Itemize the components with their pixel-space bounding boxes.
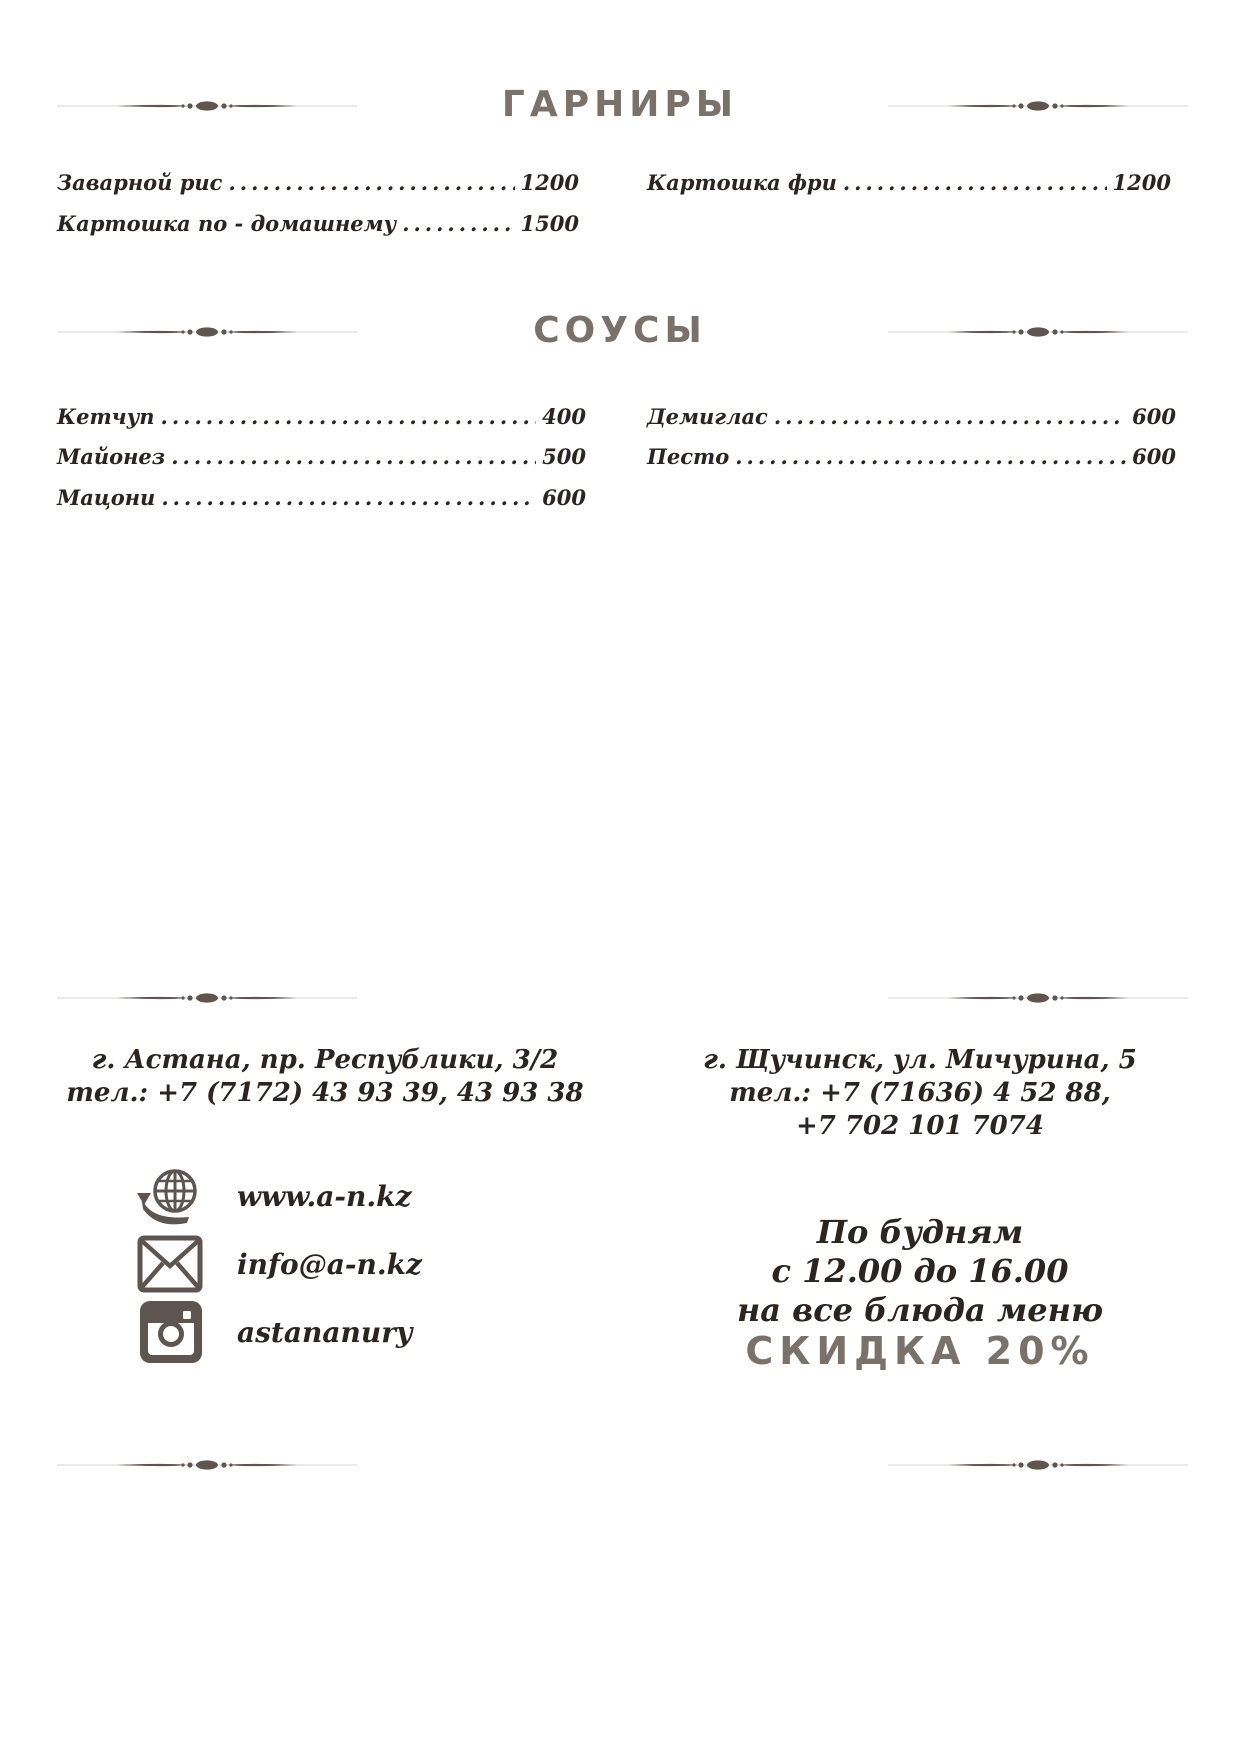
- instagram-contact[interactable]: [137, 1301, 412, 1363]
- dot-leader: [161, 404, 537, 429]
- address-line: г. Щучинск, ул. Мичурина, 5: [703, 1045, 1137, 1075]
- menu-item-price: 1200: [1112, 170, 1171, 195]
- dot-leader: [228, 170, 514, 195]
- menu-item: [57, 170, 579, 195]
- section-title-garnishes: ГАРНИРЫ: [501, 84, 739, 125]
- menu-item-price: 1200: [520, 170, 579, 195]
- envelope-icon: [137, 1233, 203, 1295]
- ornament-divider: [888, 99, 1188, 113]
- dot-leader: [402, 211, 514, 236]
- menu-item-price: 600: [1132, 444, 1176, 469]
- email-link[interactable]: info@a-n.kz: [237, 1247, 422, 1281]
- menu-item: [57, 485, 586, 510]
- menu-item-name: Картошка по - домашнему: [57, 211, 397, 236]
- phone-line: тел.: +7 (71636) 4 52 88,: [729, 1078, 1111, 1108]
- ornament-divider: [57, 991, 357, 1005]
- promo-line: с 12.00 до 16.00: [771, 1252, 1069, 1290]
- address-astana: [60, 1044, 590, 1110]
- ornament-divider: [888, 1458, 1188, 1472]
- menu-item: [647, 444, 1176, 469]
- dot-leader: [774, 404, 1126, 429]
- website-contact[interactable]: [137, 1165, 411, 1227]
- menu-item: [57, 211, 579, 236]
- discount-label: СКИДКА 20%: [745, 1329, 1095, 1373]
- menu-item: [647, 404, 1176, 429]
- ornament-divider: [888, 991, 1188, 1005]
- menu-item-price: 400: [542, 404, 586, 429]
- phone-line: +7 702 101 7074: [796, 1111, 1044, 1141]
- dot-leader: [161, 485, 536, 510]
- email-contact[interactable]: [137, 1233, 422, 1295]
- menu-item-name: Картошка фри: [647, 170, 837, 195]
- globe-icon: [137, 1165, 203, 1227]
- menu-item-name: Кетчуп: [57, 404, 155, 429]
- section-title-sauces: СОУСЫ: [533, 310, 707, 351]
- instagram-icon: [137, 1301, 203, 1363]
- dot-leader: [171, 444, 536, 469]
- dot-leader: [843, 170, 1107, 195]
- menu-item-name: Мацони: [57, 485, 156, 510]
- promo-block: [700, 1213, 1140, 1371]
- menu-item-price: 1500: [520, 211, 579, 236]
- promo-line: на все блюда меню: [736, 1291, 1104, 1329]
- menu-item-price: 600: [1132, 404, 1176, 429]
- dot-leader: [735, 444, 1126, 469]
- instagram-handle[interactable]: astananury: [237, 1315, 413, 1349]
- menu-item: [57, 404, 586, 429]
- menu-item: [57, 444, 586, 469]
- menu-item-name: Демиглас: [647, 404, 768, 429]
- menu-item: [647, 170, 1171, 195]
- ornament-divider: [888, 325, 1188, 339]
- promo-line: По будням: [816, 1213, 1024, 1251]
- website-link[interactable]: www.a-n.kz: [237, 1179, 412, 1213]
- menu-item-price: 600: [542, 485, 586, 510]
- phone-line: тел.: +7 (7172) 43 93 39, 43 93 38: [66, 1078, 584, 1108]
- address-shchuchinsk: [660, 1044, 1180, 1143]
- address-line: г. Астана, пр. Республики, 3/2: [91, 1045, 559, 1075]
- menu-item-name: Песто: [647, 444, 730, 469]
- menu-item-name: Заварной рис: [57, 170, 223, 195]
- menu-item-price: 500: [542, 444, 586, 469]
- ornament-divider: [57, 1458, 357, 1472]
- menu-item-name: Майонез: [57, 444, 166, 469]
